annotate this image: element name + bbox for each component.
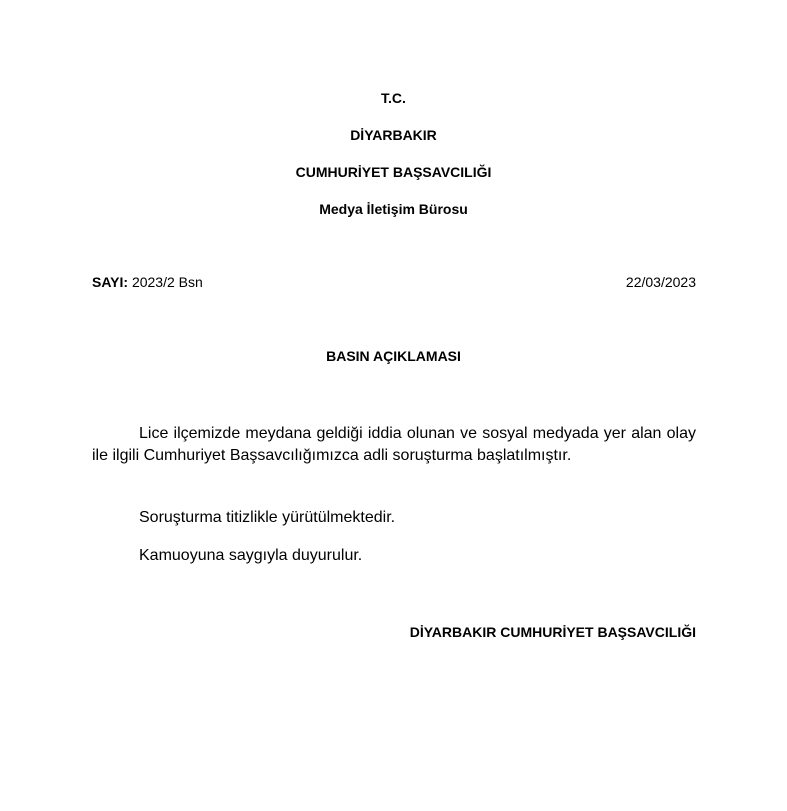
document-date: 22/03/2023 bbox=[625, 274, 696, 290]
header-country-line: T.C. bbox=[381, 90, 406, 106]
body-paragraph-2: Soruşturma titizlikle yürütülmektedir. bbox=[139, 509, 396, 526]
header-bureau-line: Medya İletişim Bürosu bbox=[319, 201, 468, 217]
document-title: BASIN AÇIKLAMASI bbox=[326, 348, 461, 364]
body-paragraph-3: Kamuoyuna saygıyla duyurulur. bbox=[139, 547, 363, 564]
header-city-line: DİYARBAKIR bbox=[350, 127, 437, 143]
document-number bbox=[92, 273, 203, 291]
header-office-line: CUMHURİYET BAŞSAVCILIĞI bbox=[295, 164, 492, 180]
signature-block: DİYARBAKIR CUMHURİYET BAŞSAVCILIĞI bbox=[409, 624, 696, 640]
body-paragraph-1: Lice ilçemizde meydana geldiği iddia olunan ve sosyal medyada yer alan olay ile ilgili Cumhuriyet Başsavcılığımızca adli soruşturma başlatılmıştır. bbox=[92, 425, 696, 464]
document-number-value: 2023/2 Bsn bbox=[128, 274, 203, 290]
document-number-label: SAYI: bbox=[92, 274, 129, 290]
